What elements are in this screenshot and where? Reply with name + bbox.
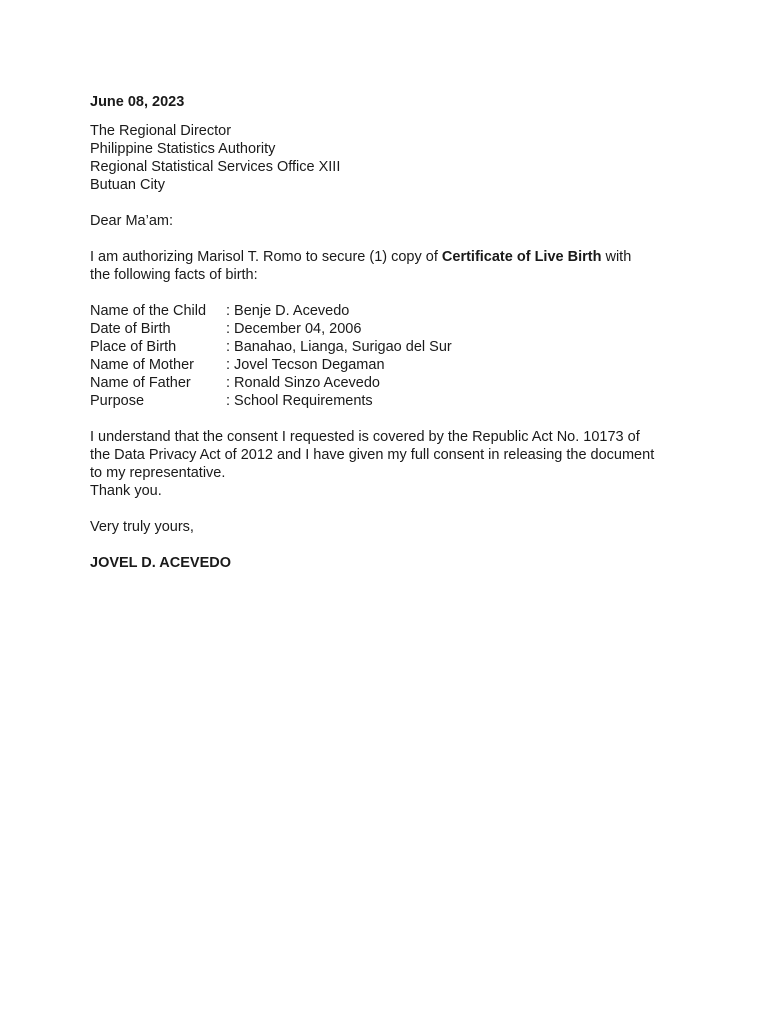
letter-date: June 08, 2023 xyxy=(90,94,185,110)
fact-value: : December 04, 2006 xyxy=(226,321,362,337)
intro-text-line2: the following facts of birth: xyxy=(90,267,258,283)
fact-row xyxy=(90,302,452,320)
fact-label: Name of Father xyxy=(90,375,191,391)
closing: Very truly yours, xyxy=(90,519,194,535)
consent-paragraph xyxy=(90,428,690,500)
fact-label: Purpose xyxy=(90,393,145,409)
document-title: Certificate of Live Birth xyxy=(441,249,602,265)
fact-value: : Ronald Sinzo Acevedo xyxy=(226,375,380,391)
fact-row xyxy=(90,338,452,356)
consent-line: I understand that the consent I requested is covered by the Republic Act No. 10173 of xyxy=(90,429,640,445)
fact-label: Date of Birth xyxy=(90,321,171,337)
fact-row xyxy=(90,356,452,374)
letter-body xyxy=(90,93,690,572)
birth-facts-table xyxy=(90,302,452,410)
fact-value: : Jovel Tecson Degaman xyxy=(226,357,385,373)
recipient-line: Philippine Statistics Authority xyxy=(90,141,276,157)
fact-value: : Benje D. Acevedo xyxy=(226,303,350,319)
fact-label: Name of Mother xyxy=(90,357,194,373)
fact-label: Place of Birth xyxy=(90,339,177,355)
salutation: Dear Ma’am: xyxy=(90,213,173,229)
thank-you-line: Thank you. xyxy=(90,483,162,499)
recipient-line: Butuan City xyxy=(90,177,165,193)
intro-text: I am authorizing Marisol T. Romo to secure (1) copy of xyxy=(90,249,442,265)
intro-text-end: with xyxy=(601,249,632,265)
fact-label: Name of the Child xyxy=(90,303,207,319)
fact-value: : School Requirements xyxy=(226,393,373,409)
consent-line: the Data Privacy Act of 2012 and I have given my full consent in releasing the document xyxy=(90,447,655,463)
recipient-address xyxy=(90,122,690,194)
intro-paragraph xyxy=(90,248,690,284)
recipient-line: The Regional Director xyxy=(90,123,232,139)
recipient-line: Regional Statistical Services Office XIII xyxy=(90,159,341,175)
consent-line: to my representative. xyxy=(90,465,226,481)
fact-row xyxy=(90,374,452,392)
signatory-name: JOVEL D. ACEVEDO xyxy=(90,555,232,571)
fact-row xyxy=(90,392,452,410)
fact-row xyxy=(90,320,452,338)
fact-value: : Banahao, Lianga, Surigao del Sur xyxy=(226,339,452,355)
